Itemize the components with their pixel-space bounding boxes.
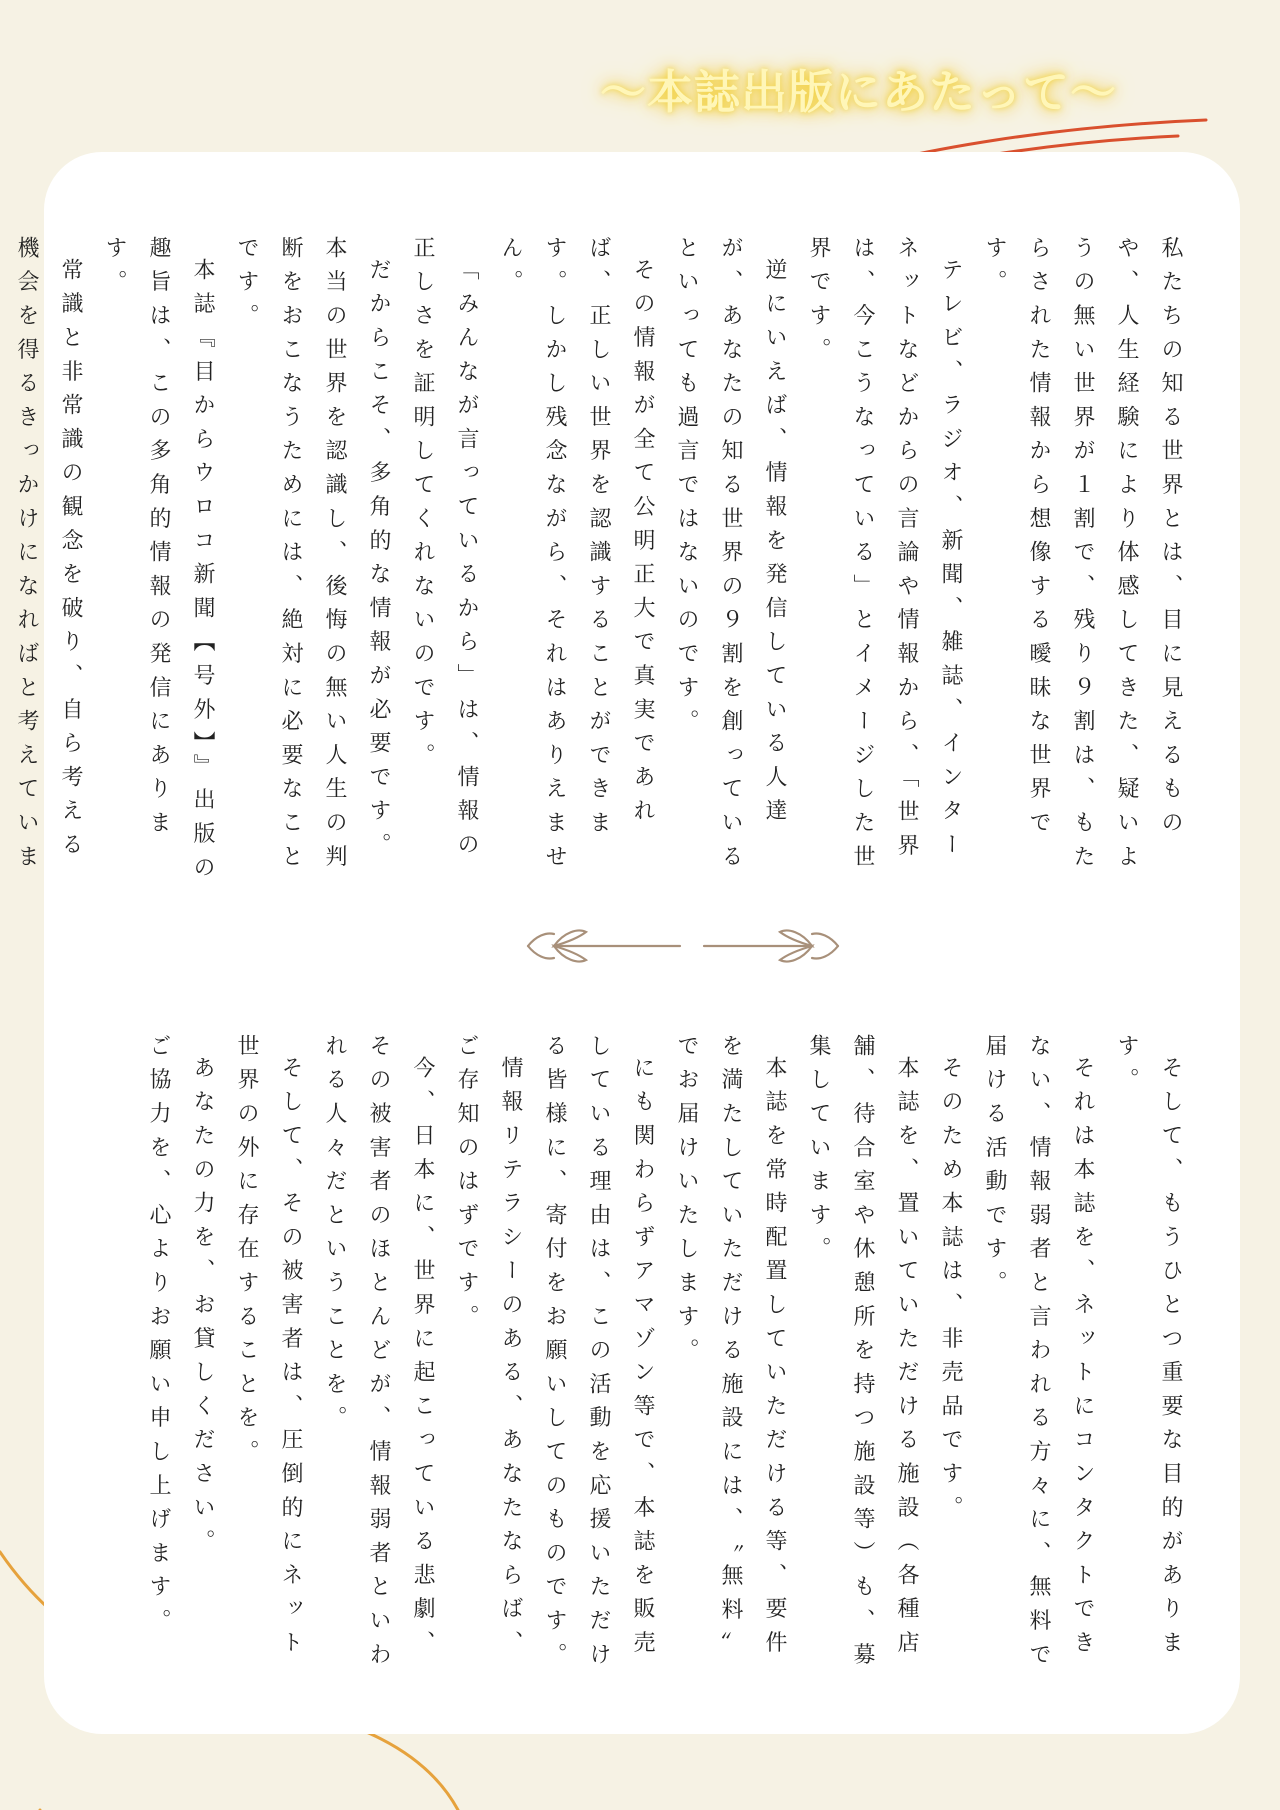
bottom-paragraph-3: そのため本誌は、非売品です。 — [938, 1056, 963, 1530]
bottom-paragraph-2: それは本誌を、ネットにコンタクトできない、情報弱者と言われる方々に、無料で届ける活動です。 — [982, 1034, 1095, 1677]
top-paragraph-3: 逆にいえば、情報を発信している人達が、あなたの知る世界の９割を創っているといっても過言ではないのです。 — [674, 236, 787, 879]
bottom-paragraph-5: 本誌を常時配置していただける等、要件を満たしていただける施設には、〝無料〟でお届けいたします。 — [674, 1034, 787, 1666]
top-text-section — [0, 236, 1192, 896]
bottom-paragraph-8: 今、日本に、世界に起こっている悲劇、その被害者のほとんどが、情報弱者といわれる人々だということを。 — [322, 1034, 435, 1677]
bottom-paragraph-1: そして、もうひとつ重要な目的があります。 — [1114, 1034, 1183, 1665]
top-paragraph-8: 本誌『目からウロコ新聞【号外】』出版の趣旨は、この多角的情報の発信にあります。 — [102, 236, 215, 890]
bottom-paragraph-11: ご協力を、心よりお願い申し上げます。 — [146, 1034, 171, 1643]
content-card — [14, 152, 1240, 1734]
bottom-paragraph-10: あなたの力を、お貸しください。 — [190, 1056, 215, 1563]
page-title: 〜本誌出版にあたって〜 — [600, 65, 1117, 119]
top-paragraph-4: その情報が全て公明正大で真実であれば、正しい世界を認識することができます。しかし残念ながら、それはありえません。 — [498, 236, 655, 879]
bottom-paragraph-7: 情報リテラシーのある、あなたならば、ご存知のはずです。 — [454, 1034, 523, 1665]
bottom-text-section — [136, 1034, 1192, 1694]
top-paragraph-5: 「みんなが言っているから」は、情報の正しさを証明してくれないのです。 — [410, 236, 479, 867]
top-paragraph-2: テレビ、ラジオ、新聞、雑誌、インターネットなどからの言論や情報から、「世界は、今こうなっている」とイメージした世界です。 — [806, 236, 963, 879]
leaf-arrow-divider-icon — [520, 914, 850, 978]
bottom-paragraph-9: そして、その被害者は、圧倒的にネット世界の外に存在することを。 — [234, 1034, 303, 1665]
bottom-paragraph-4: 本誌を、置いていただける施設（各種店舗、待合室や休憩所を持つ施設等）も、募集しています。 — [806, 1034, 919, 1677]
top-paragraph-7: 本当の世界を認識し、後悔の無い人生の判断をおこなうためには、絶対に必要なことです。 — [234, 236, 347, 879]
top-paragraph-1: 私たちの知る世界とは、目に見えるものや、人生経験により体感してきた、疑いようの無い世界が１割で、残り９割は、もたらされた情報から想像する曖昧な世界です。 — [982, 236, 1183, 879]
top-paragraph-9: 常識と非常識の観念を破り、自ら考える機会を得るきっかけになればと考えていま — [14, 236, 83, 879]
top-paragraph-6: だからこそ、多角的な情報が必要です。 — [366, 258, 391, 867]
bottom-paragraph-6: にも関わらずアマゾン等で、本誌を販売している理由は、この活動を応援いただける皆様に、寄付をお願いしてのものです。 — [542, 1034, 655, 1677]
